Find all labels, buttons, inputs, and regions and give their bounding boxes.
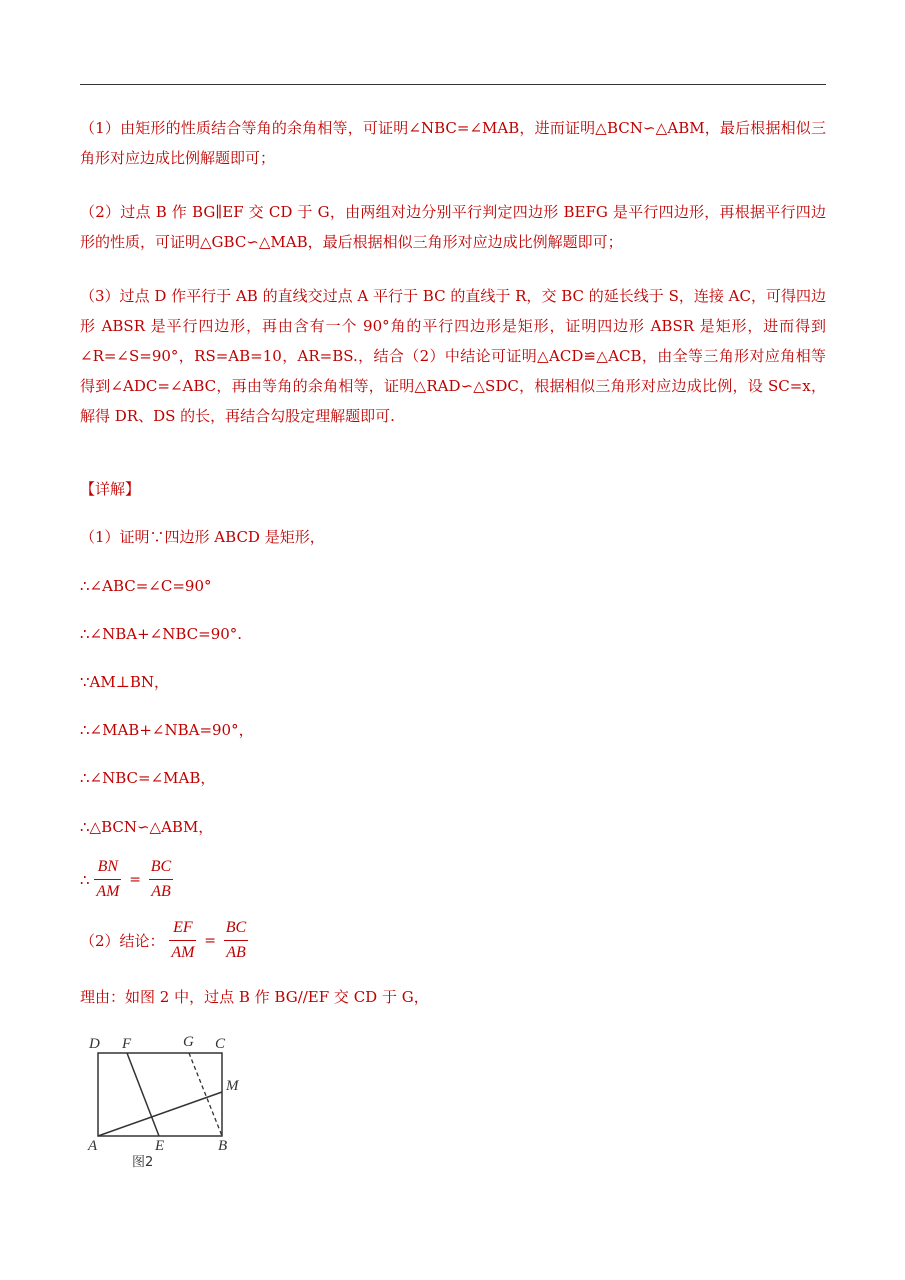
- segment-am: [98, 1092, 222, 1136]
- fraction-bc-ab: [224, 918, 248, 963]
- equals-sign: =: [204, 932, 216, 949]
- geometry-figure-2: [80, 1030, 260, 1180]
- therefore-symbol: ∴: [80, 870, 90, 889]
- analysis-part-2: （2）过点 B 作 BG∥EF 交 CD 于 G，由两组对边分别平行判定四边形 BEFG 是平行四边形，再根据平行四边形的性质，可证明△GBC∽△MAB，最后根据相似三角形对应边成比例解题即可；: [80, 203, 826, 251]
- fraction-denominator: AM: [96, 883, 120, 900]
- fraction-numerator: BC: [149, 857, 173, 880]
- analysis-part-3: （3）过点 D 作平行于 AB 的直线交过点 A 平行于 BC 的直线于 R，交 BC 的延长线于 S，连接 AC，可得四边形 ABSR 是平行四边形，再由含有一个 90°角的平行四边形是矩形，证明四边形 ABSR 是矩形，进而得到∠R=∠S=90°，RS=AB=10，AR=BS.，结合（2）中结论可证明△ACD≌△ACB，由全等三角形对应角相等得到∠ADC=∠ABC，再由等角的余角相等，证明△RAD∽△SDC，根据相似三角形对应边成比例，设 SC=x，解得 DR、DS 的长，再结合勾股定理解题即可.: [80, 287, 826, 425]
- reason-line: 理由：如图 2 中，过点 B 作 BG//EF 交 CD 于 G，: [80, 988, 429, 1006]
- conclusion-equation: [80, 918, 248, 963]
- label-m: M: [226, 1078, 239, 1094]
- rectangle-abcd: [98, 1053, 222, 1136]
- fraction-numerator: BC: [224, 918, 248, 941]
- label-a: A: [88, 1138, 98, 1154]
- fraction-ef-am: [169, 918, 196, 963]
- equals-sign: =: [129, 871, 141, 888]
- fraction-numerator: EF: [169, 918, 196, 941]
- analysis-part-1: （1）由矩形的性质结合等角的余角相等，可证明∠NBC=∠MAB，进而证明△BCN∽△ABM，最后根据相似三角形对应边成比例解题即可；: [80, 119, 826, 167]
- label-c: C: [215, 1036, 226, 1052]
- proof-line-2: ∴∠ABC=∠C=90°: [80, 577, 212, 595]
- ratio-equation: [80, 857, 173, 902]
- proof-line-1: （1）证明∵四边形 ABCD 是矩形，: [80, 528, 325, 546]
- fraction-denominator: AM: [171, 944, 195, 961]
- label-g: G: [183, 1034, 194, 1050]
- fraction-denominator: AB: [151, 883, 171, 900]
- fraction-bc-ab: [149, 857, 173, 902]
- header-rule: [80, 84, 826, 85]
- label-e: E: [155, 1138, 165, 1154]
- detail-heading: 【详解】: [80, 480, 141, 498]
- proof-line-3: ∴∠NBA+∠NBC=90°.: [80, 625, 243, 643]
- conclusion-label: （2）结论：: [80, 931, 165, 950]
- fraction-bn-am: [94, 857, 121, 902]
- proof-line-6: ∴∠NBC=∠MAB，: [80, 769, 216, 787]
- proof-line-7: ∴△BCN∽△ABM，: [80, 818, 214, 836]
- proof-line-5: ∴∠MAB+∠NBA=90°，: [80, 721, 254, 739]
- fraction-denominator: AB: [226, 944, 246, 961]
- proof-line-4: ∵AM⊥BN，: [80, 673, 169, 691]
- label-b: B: [218, 1138, 228, 1154]
- label-d: D: [89, 1036, 100, 1052]
- figure-caption: 图2: [132, 1155, 154, 1170]
- fraction-numerator: BN: [94, 857, 121, 880]
- label-f: F: [122, 1036, 132, 1052]
